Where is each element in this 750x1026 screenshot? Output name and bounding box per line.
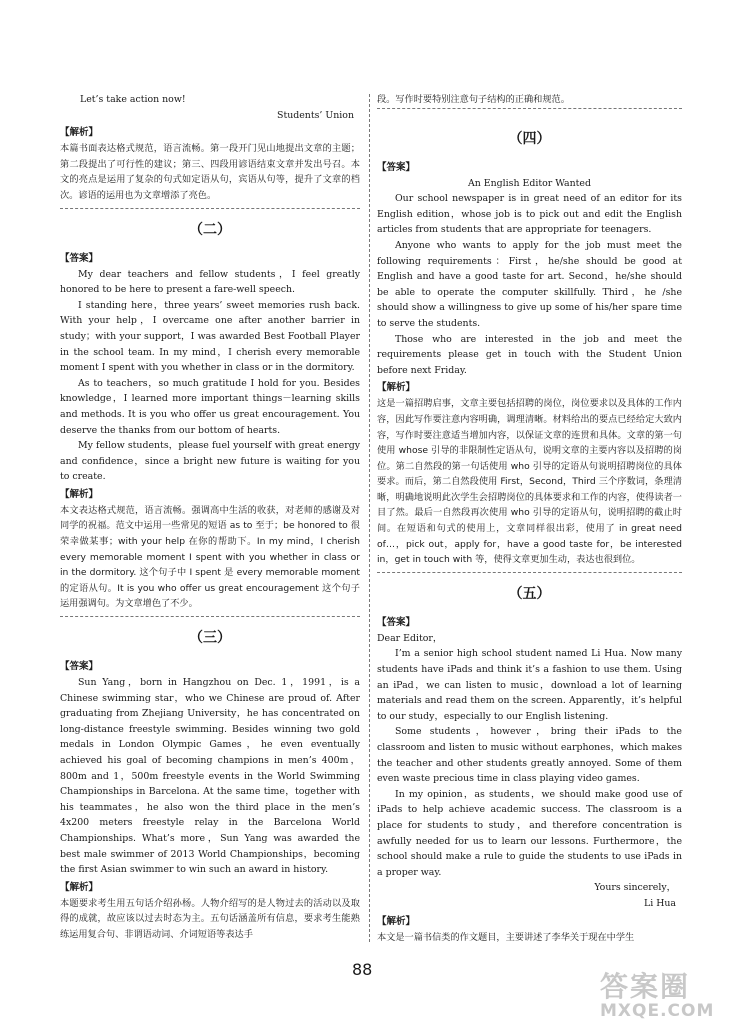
s3-analysis: 本题要求考生用五句话介绍孙杨。人物介绍写的是人物过去的活动以及取得的成就，故应该以过去时态为主。五句话涵盖所有信息，要求考生能熟练运用复合句、非谓语动词、介词短语等表达手 <box>60 897 360 940</box>
divider <box>60 208 360 209</box>
s2-analysis: 本文表达格式规范，语言流畅。强调高中生活的收获，对老师的感谢及对同学的祝福。范文中运用一些常见的短语 as to 至于；be honored to 很荣幸做某事；with your help 在你的帮助下。In my mind，I cherish every memorable moment I spent with you whether in class or in the dormitory. 这个句子中 I spent 是 every memorable moment 的定语从句。It is you who offer us great encouragement 这个句子运用强调句。为文章增色了不少。 <box>60 504 360 610</box>
section-4-heading: （四） <box>508 130 551 147</box>
s5-closing: Yours sincerely， <box>594 882 676 894</box>
s2-paragraph: My dear teachers and fellow students，I feel greatly honored to be here to present a fare-well speech. <box>60 268 360 296</box>
s2-analysis-tag: 【解析】 <box>60 488 99 500</box>
s1-analysis-tag: 【解析】 <box>60 127 99 139</box>
s5-paragraph: In my opinion，as students，we should make good use of iPads to help achieve academic success. The classroom is a place for students to study，and therefore concentration is awfully needed for us to learn our lessons. Furthermore，the school should make a rule to guide the students to use iPads in a proper way. <box>377 788 682 878</box>
s4-answer-tag: 【答案】 <box>377 161 416 173</box>
left-column <box>60 92 360 943</box>
s4-analysis: 这是一篇招聘启事，文章主要包括招聘的岗位，岗位要求以及具体的工作内容，因此写作要注意内容明确，调理清晰。材料给出的要点已经给定大致内容，写作时要注意适当增加内容，以保证文章的连贯和具体。文章的第一句使用 whose 引导的非限制性定语从句，说明文章的主要内容以及招聘的岗位。第二自然段的第一句话使用 who 引导的定语从句说明招聘岗位的具体要求。而后，第二自然段使用 First，Second，Third 三个序数词，条理清晰，明确地说明此次学生会招聘岗位的具体要求和工作的内容，使得读者一目了然。最后一自然段再次使用 who 引导的定语从句，说明招聘的截止时间。在短语和句式的使用上，文章同样很出彩，使用了 in great need of…，pick out，apply for，have a good taste for，be interested in，get in touch with 等，使得文章更加生动，表达也很到位。 <box>377 398 682 566</box>
s5-analysis-tag: 【解析】 <box>377 915 416 927</box>
divider <box>377 572 682 573</box>
column-divider <box>369 94 370 942</box>
watermark-logo <box>600 965 740 1023</box>
s5-analysis: 本文是一篇书信类的作文题目，主要讲述了李华关于现在中学生 <box>377 931 635 943</box>
s5-signature: Li Hua <box>643 897 676 909</box>
s5-paragraph: I’m a senior high school student named Li Hua. Now many students have iPads and think it’s a fashion to use them. Using an iPad，we can listen to music，download a lot of learning materials and read them on the screen. Apparently，it’s helpful to our study，especially to our English listening. <box>377 648 682 722</box>
section-2-heading: （二） <box>189 221 231 238</box>
s4-paragraph: Our school newspaper is in great need of an editor for its English edition，whose job is to pick out and edit the English articles from students that are appropriate for teenagers. <box>377 193 682 236</box>
watermark-line2: MXQE.COM <box>600 1001 715 1021</box>
divider <box>60 616 360 617</box>
s1-tail: Let’s take action now! <box>80 94 186 105</box>
s1-analysis: 本篇书面表达格式规范，语言流畅。第一段开门见山地提出文章的主题；第二段提出了可行性的建议；第三、四段用谚语结束文章并发出号召。本文的亮点是运用了复杂的句式如定语从句，宾语从句等，提升了文章的档次。谚语的运用也为文章增添了亮色。 <box>60 143 360 201</box>
s3-answer-tag: 【答案】 <box>60 661 99 673</box>
s3-analysis-tag: 【解析】 <box>60 881 99 893</box>
s4-analysis-tag: 【解析】 <box>377 382 416 394</box>
s4-paragraph: Those who are interested in the job and meet the requirements please get in touch with the Student Union before next Friday. <box>377 333 682 376</box>
s5-paragraph: Some students，however，bring their iPads to the classroom and listen to music without earphones，which makes the teacher and other students greatly annoyed. Some of them even waste precious time in class playing video games. <box>377 726 682 785</box>
page-number: 88 <box>352 960 373 979</box>
top-tail: 段。写作时要特别注意句子结构的正确和规范。 <box>377 94 570 105</box>
section-5-heading: （五） <box>508 585 551 602</box>
s2-answer-tag: 【答案】 <box>60 252 99 264</box>
s5-greeting: Dear Editor， <box>377 632 443 644</box>
watermark-line1: 答案圈 <box>600 970 691 1003</box>
s3-paragraph: Sun Yang，born in Hangzhou on Dec. 1，1991，is a Chinese swimming star，who we Chinese are proud of. After graduating from Zhejiang University，he has concentrated on long-distance freestyle swimming. Besides winning two gold medals in London Olympic Games，he even eventually achieved his goal of becoming champions in men’s 400m，800m and 1，500m freestyle events in the World Swimming Championships in Barcelona. At the same time，together with his teammates，he also won the third place in the men’s 4x200 meters freestyle relay in the Barcelona World Championships. What’s more，Sun Yang was awarded the best male swimmer of 2013 World Championships，becoming the first Asian swimmer to win such an award in history. <box>60 677 360 876</box>
s2-paragraph: I standing here，three years’ sweet memories rush back. With your help，I overcame one after another barrier in study；with your support，I was awarded Best Football Player in the school team. In my mind，I cherish every memorable moment I spent with you whether in class or in the dormitory. <box>60 299 360 374</box>
s2-paragraph: As to teachers，so much gratitude I hold for you. Besides knowledge，I learned more important things－learning skills and methods. It is you who offer us great encouragement. You deserve the thanks from our bottom of hearts. <box>60 377 360 436</box>
s2-paragraph: My fellow students，please fuel yourself with great energy and confidence，since a bright new future is waiting for you to create. <box>60 440 360 483</box>
s4-title: An English Editor Wanted <box>468 177 591 189</box>
s4-paragraph: Anyone who wants to apply for the job must meet the following requirements：First，he/she should be good at English and have a good taste for art. Second，he/she should be able to operate the computer skillfully. Third，he /she should show a willingness to give up some of his/her spare time to serve the students. <box>377 239 682 329</box>
s5-answer-tag: 【答案】 <box>377 616 416 628</box>
section-3-heading: （三） <box>189 630 231 647</box>
right-column <box>377 92 682 945</box>
s1-signature: Students’ Union <box>277 109 354 121</box>
